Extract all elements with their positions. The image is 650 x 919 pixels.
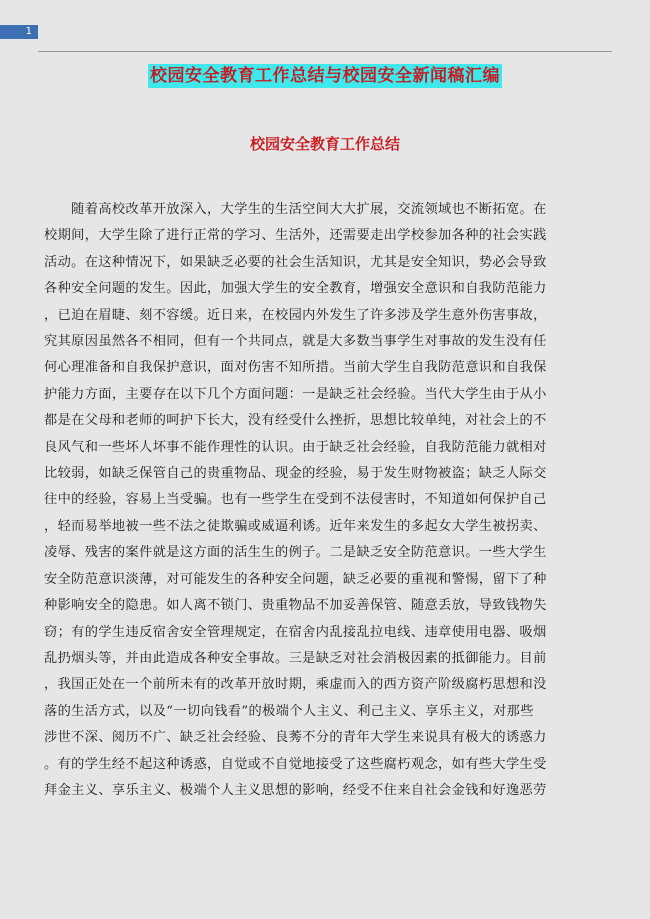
body-text-line: 护能力方面，主要存在以下几个方面问题：一是缺乏社会经验。当代大学生由于从小	[44, 386, 547, 402]
body-text-line: 各种安全问题的发生。因此，加强大学生的安全教育，增强安全意识和自我防范能力	[44, 281, 547, 297]
body-text-line: 都是在父母和老师的呵护下长大，没有经受什么挫折，思想比较单纯，对社会上的不	[44, 413, 547, 429]
body-paragraph	[44, 197, 610, 804]
body-text-line: 。有的学生经不起这种诱惑，自觉或不自觉地接受了这些腐朽观念，如有些大学生受	[44, 756, 547, 772]
body-text-line: 凌辱、残害的案件就是这方面的活生生的例子。二是缺乏安全防范意识。一些大学生	[44, 545, 547, 561]
body-text-line: 往中的经验，容易上当受骗。也有一些学生在受到不法侵害时，不知道如何保护自己	[44, 492, 547, 508]
header-rule	[38, 51, 612, 52]
body-text-line: 比较弱，如缺乏保管自己的贵重物品、现金的经验，易于发生财物被盗；缺乏人际交	[44, 466, 547, 482]
body-text-line: 拜金主义、享乐主义、极端个人主义思想的影响，经受不住来自社会金钱和好逸恶劳	[44, 782, 547, 798]
body-text-line: ，轻而易举地被一些不法之徒欺骗或威逼利诱。近年来发生的多起女大学生被拐卖、	[44, 518, 547, 534]
page-number-badge: 1	[0, 25, 38, 39]
body-text-line: 乱扔烟头等，并由此造成各种安全事故。三是缺乏对社会消极因素的抵御能力。目前	[44, 650, 547, 666]
document-title: 校园安全教育工作总结与校园安全新闻稿汇编	[150, 66, 500, 86]
body-text-line: 究其原因虽然各不相同，但有一个共同点，就是大多数当事学生对事故的发生没有任	[44, 334, 547, 350]
body-text-line: 种影响安全的隐患。如人离不锁门、贵重物品不加妥善保管、随意丢放，导致钱物失	[44, 598, 547, 614]
body-text-line: 良风气和一些坏人坏事不能作理性的认识。由于缺乏社会经验，自我防范能力就相对	[44, 439, 547, 455]
body-text-line: 校期间，大学生除了进行正常的学习、生活外，还需要走出学校参加各种的社会实践	[44, 228, 547, 244]
body-text-line: 随着高校改革开放深入，大学生的生活空间大大扩展，交流领域也不断拓宽。在	[44, 202, 547, 217]
document-title-container	[0, 64, 650, 88]
body-text-line: 安全防范意识淡薄，对可能发生的各种安全问题，缺乏必要的重视和警惕，留下了种	[44, 571, 547, 587]
body-text-line: 落的生活方式，以及“一切向钱看”的极端个人主义、利己主义、享乐主义，对那些	[44, 703, 534, 719]
body-text-line: ，已迫在眉睫、刻不容缓。近日来，在校园内外发生了许多涉及学生意外伤害事故，	[44, 307, 547, 323]
body-text-line: 涉世不深、阅历不广、缺乏社会经验、良莠不分的青年大学生来说具有极大的诱惑力	[44, 730, 547, 746]
body-text-line: 活动。在这种情况下，如果缺乏必要的社会生活知识，尤其是安全知识，势必会导致	[44, 254, 547, 270]
body-text-line: 何心理准备和自我保护意识，面对伤害不知所措。当前大学生自我防范意识和自我保	[44, 360, 547, 376]
body-text-line: ，我国正处在一个前所未有的改革开放时期，乘虚而入的西方资产阶级腐朽思想和没	[44, 677, 547, 693]
section-title: 校园安全教育工作总结	[249, 135, 400, 153]
body-text-line: 窃；有的学生违反宿舍安全管理规定，在宿舍内乱接乱拉电线、违章使用电器、吸烟	[44, 624, 547, 640]
